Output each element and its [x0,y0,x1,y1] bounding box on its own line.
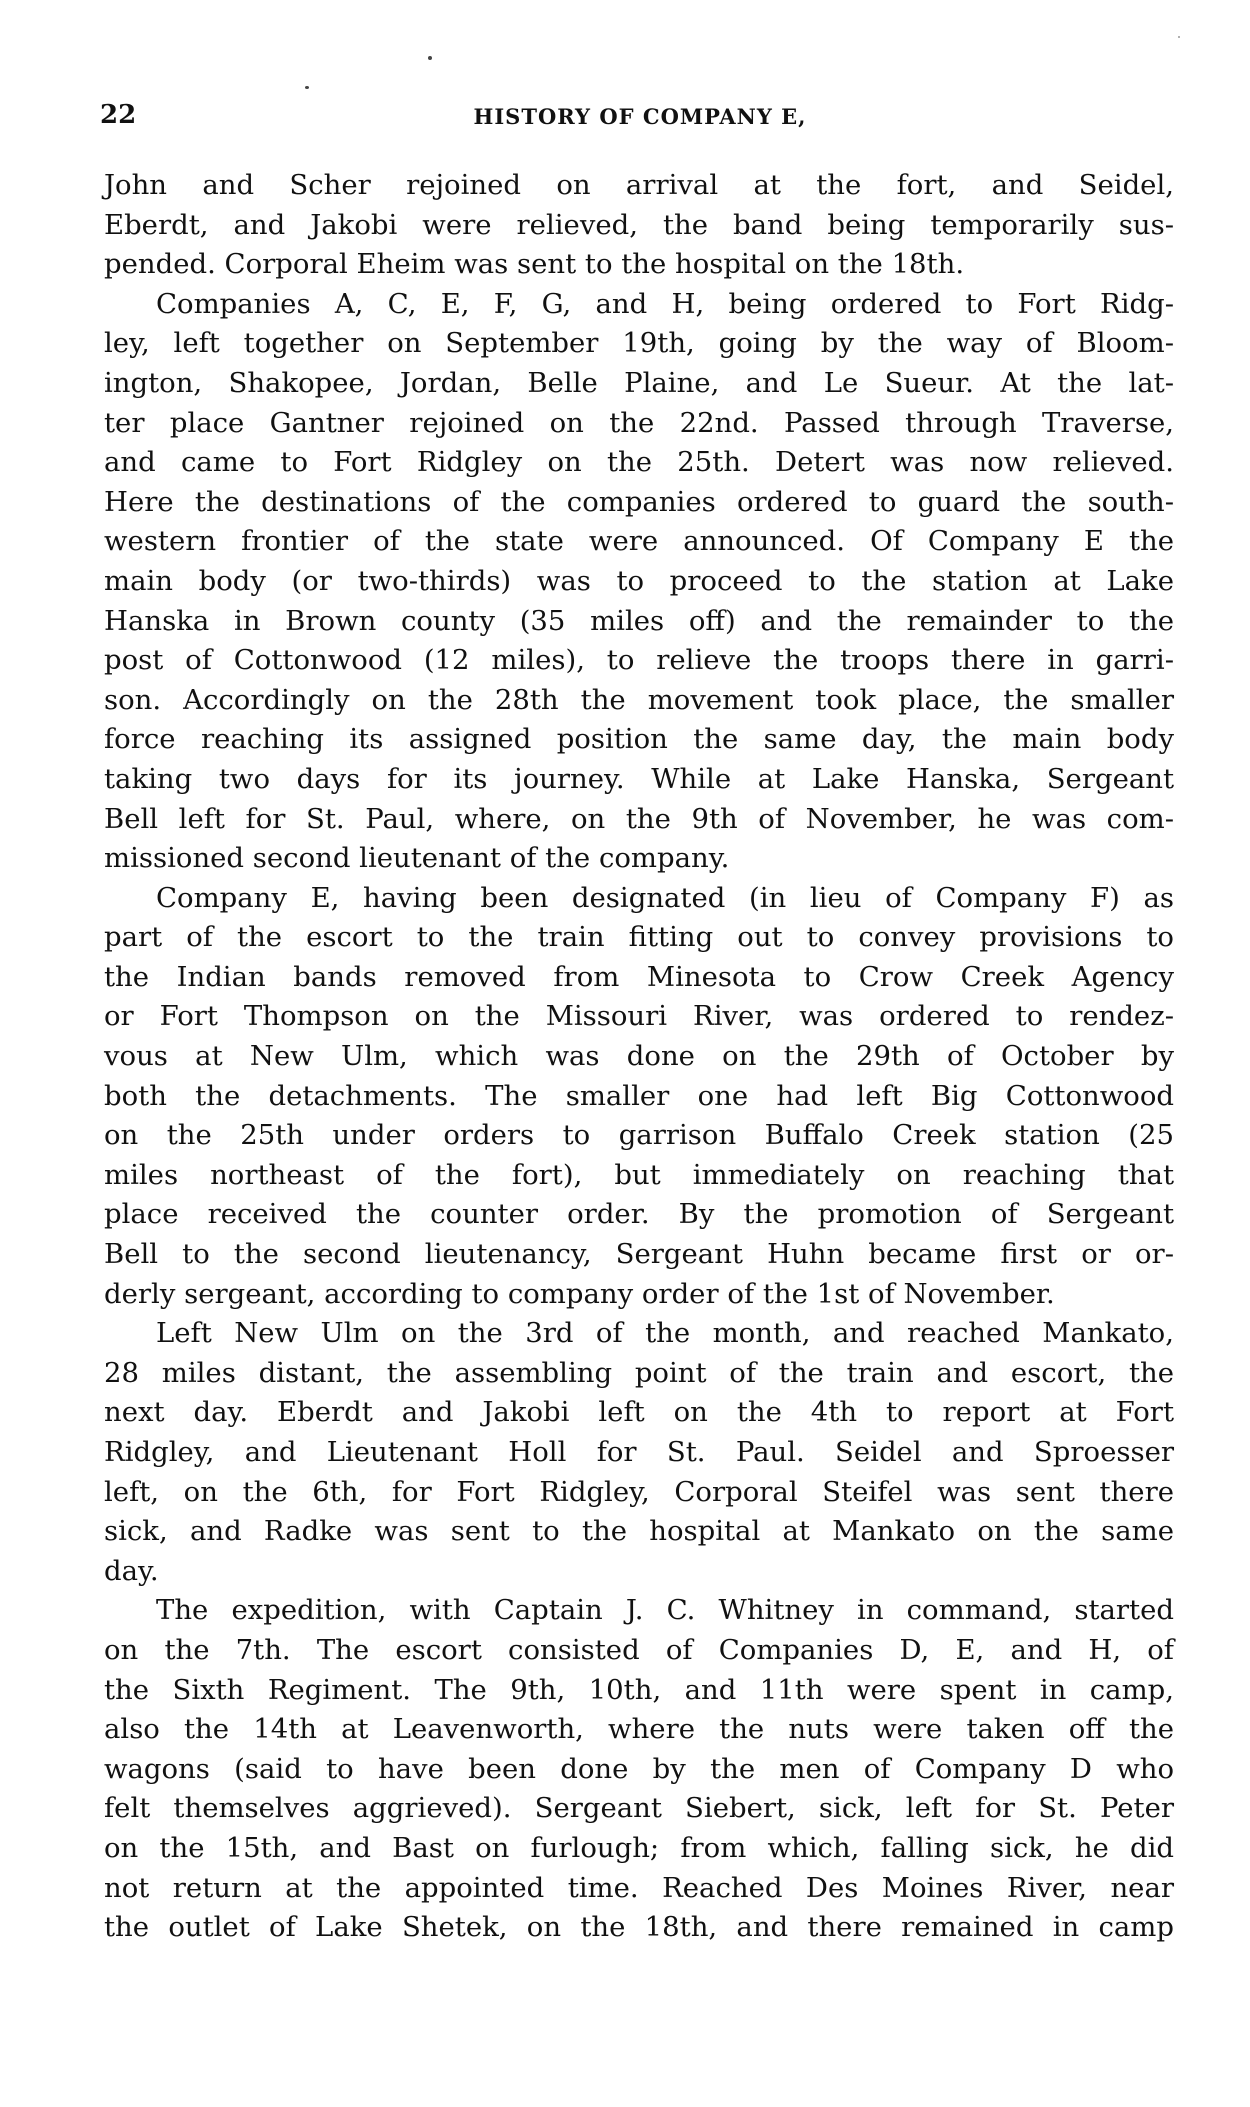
text-line: both the detachments. The smaller one had left Big Cottonwood [104,1079,1174,1112]
text-line: ington, Shakopee, Jordan, Belle Plaine, and Le Sueur. At the lat- [104,366,1174,399]
text-line: The expedition, with Captain J. C. Whitney in command, started [156,1594,1174,1627]
text-line: next day. Eberdt and Jakobi left on the 4th to report at Fort [104,1396,1174,1429]
text-line: western frontier of the state were announced. Of Company E the [104,525,1174,558]
text-line: ley, left together on September 19th, going by the way of Bloom- [104,327,1174,360]
text-line: also the 14th at Leavenworth, where the nuts were taken off the [104,1713,1174,1746]
text-line: John and Scher rejoined on arrival at the fort, and Seidel, [104,169,1174,201]
print-speck [428,56,432,60]
text-line: Bell to the second lieutenancy, Sergeant Huhn became first or or- [104,1238,1174,1271]
text-line: ter place Gantner rejoined on the 22nd. Passed through Traverse, [104,406,1174,439]
text-line: the Indian bands removed from Minesota to Crow Creek Agency [104,960,1174,993]
text-line: or Fort Thompson on the Missouri River, was ordered to rendez- [104,1000,1174,1033]
text-line: Here the destinations of the companies ordered to guard the south- [104,485,1174,518]
text-line: Hanska in Brown county (35 miles off) and the remainder to the [104,604,1174,637]
text-line: Left New Ulm on the 3rd of the month, and reached Mankato, [156,1317,1174,1350]
text-line: and came to Fort Ridgley on the 25th. Detert was now relieved. [104,446,1174,479]
text-line: main body (or two-thirds) was to proceed to the station at Lake [104,564,1174,597]
text-line: pended. Corporal Eheim was sent to the hospital on the 18th. [104,248,965,281]
text-line: 28 miles distant, the assembling point of the train and escort, the [104,1356,1174,1389]
text-line: force reaching its assigned position the same day, the main body [104,723,1174,756]
text-line: son. Accordingly on the 28th the movement took place, the smaller [104,683,1174,716]
text-line: Ridgley, and Lieutenant Holl for St. Paul. Seidel and Sproesser [104,1436,1174,1468]
text-line: part of the escort to the train fitting out to convey provisions to [104,921,1174,954]
text-line: left, on the 6th, for Fort Ridgley, Corporal Steifel was sent there [104,1475,1174,1508]
text-line: not return at the appointed time. Reached Des Moines River, near [104,1871,1174,1904]
text-line: taking two days for its journey. While at Lake Hanska, Sergeant [104,762,1174,795]
text-line: on the 7th. The escort consisted of Companies D, E, and H, of [104,1633,1174,1666]
text-line: Company E, having been designated (in lieu of Company F) as [156,881,1174,914]
text-line: the Sixth Regiment. The 9th, 10th, and 11th were spent in camp, [104,1673,1174,1706]
text-line: miles northeast of the fort), but immediately on reaching that [104,1158,1174,1191]
running-title: HISTORY OF COMPANY E, [473,104,807,129]
body-text [104,166,1174,1948]
text-line: place received the counter order. By the promotion of Sergeant [104,1198,1174,1231]
text-line: the outlet of Lake Shetek, on the 18th, and there remained in camp [104,1911,1174,1944]
text-line: Eberdt, and Jakobi were relieved, the band being temporarily sus- [104,208,1174,241]
text-line: missioned second lieutenant of the company. [104,842,730,875]
page-header [100,100,1180,140]
text-line: felt themselves aggrieved). Sergeant Siebert, sick, left for St. Peter [104,1792,1174,1825]
text-line: on the 15th, and Bast on furlough; from which, falling sick, he did [104,1831,1174,1864]
text-line: day. [104,1554,159,1587]
page-number: 22 [100,100,137,130]
print-speck [305,86,309,89]
text-line: Companies A, C, E, F, G, and H, being ordered to Fort Ridg- [156,287,1174,320]
text-line: vous at New Ulm, which was done on the 29th of October by [104,1040,1174,1073]
text-line: Bell left for St. Paul, where, on the 9th of November, he was com- [104,802,1174,835]
text-line: sick, and Radke was sent to the hospital at Mankato on the same [104,1515,1174,1548]
text-line: on the 25th under orders to garrison Buffalo Creek station (25 [104,1119,1174,1152]
print-speck [1178,36,1180,38]
text-line: derly sergeant, according to company order of the 1st of November. [104,1277,1055,1310]
text-line: wagons (said to have been done by the men of Company D who [104,1752,1174,1785]
text-line: post of Cottonwood (12 miles), to relieve the troops there in garri- [104,644,1174,677]
